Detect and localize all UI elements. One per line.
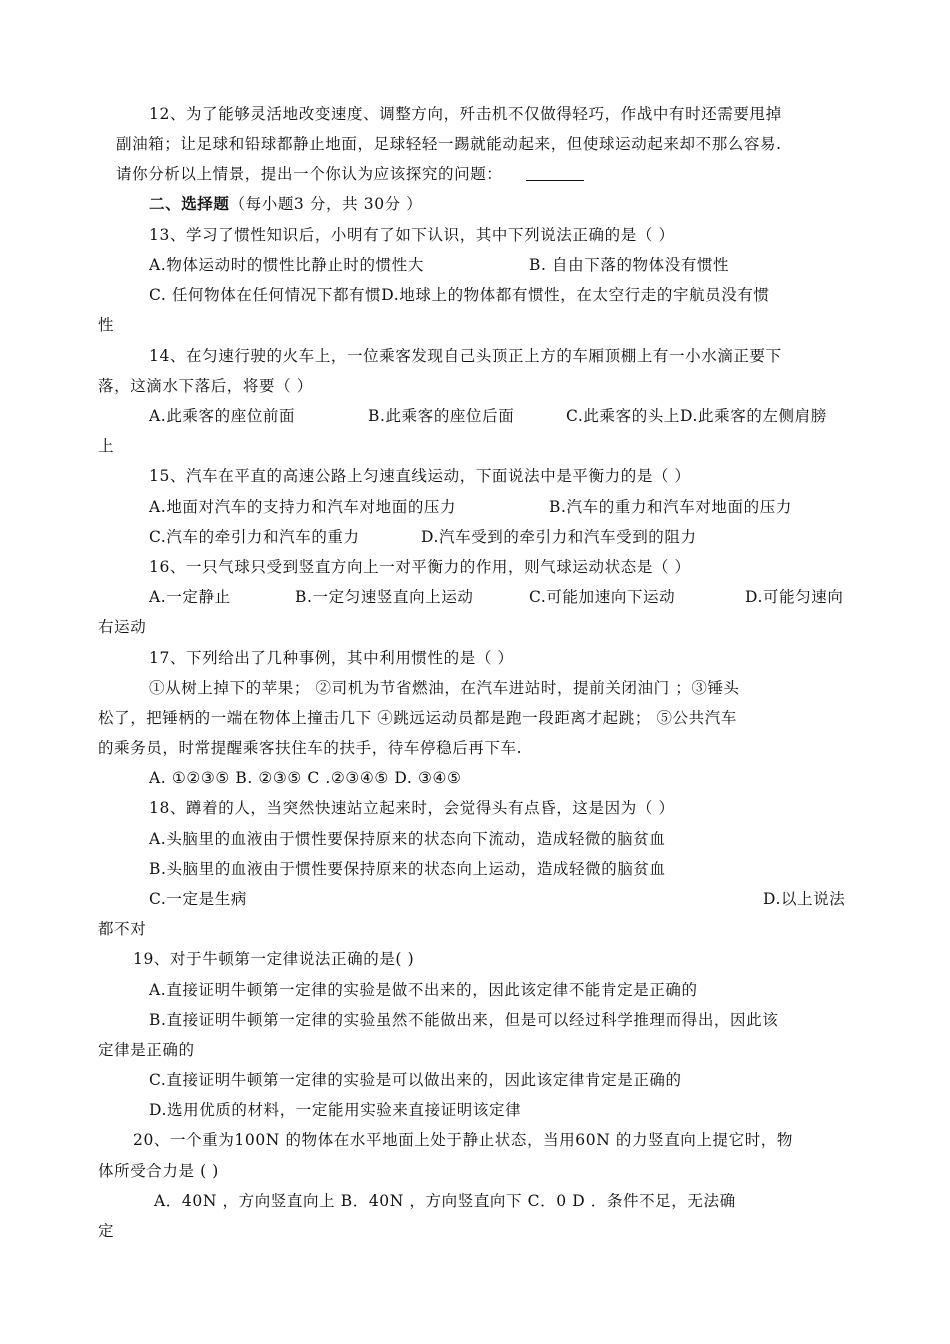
q20-options: A．40N ，方向竖直向上 B．40N ，方向竖直向下 C．0 D ．条件不足，无法确: [154, 1192, 736, 1210]
q17-options: A. ①②③⑤ B. ②③⑤ C .②③④⑤ D. ③④⑤: [149, 769, 462, 787]
q18-stem: 18、蹲着的人，当突然快速站立起来时，会觉得头有点昏，这是因为（ ）: [149, 799, 675, 817]
q15-stem: 15、汽车在平直的高速公路上匀速直线运动，下面说法中是平衡力的是（ ）: [149, 467, 691, 485]
section-2-note: （每小题3 分，共 30分 ）: [229, 195, 423, 213]
q16-option-a: A.一定静止: [149, 588, 231, 606]
q14-line-2: 落，这滴水下落后，将要（ ）: [98, 377, 313, 395]
q19-option-a: A.直接证明牛顿第一定律的实验是做不出来的，因此该定律不能肯定是正确的: [149, 981, 698, 999]
q17-stem: 17、下列给出了几种事例，其中利用惯性的是（ ）: [149, 649, 514, 667]
q14-option-cd: C.此乘客的头上D.此乘客的左侧肩膀: [566, 407, 827, 425]
q19-option-b: B.直接证明牛顿第一定律的实验虽然不能做出来，但是可以经过科学推理而得出，因此该: [149, 1011, 779, 1029]
q16-option-b: B.一定匀速竖直向上运动: [295, 588, 474, 606]
q14-option-b: B.此乘客的座位后面: [368, 407, 515, 425]
q12-line-2: 副油箱；让足球和铅球都静止地面，足球轻轻一踢就能动起来，但使球运动起来却不那么容易.: [116, 135, 782, 153]
q19-option-b-continuation: 定律是正确的: [98, 1041, 195, 1059]
q14-option-a: A.此乘客的座位前面: [149, 407, 296, 425]
q14-line-1: 14、在匀速行驶的火车上，一位乘客发现自己头顶正上方的车厢顶棚上有一小水滴正要下: [149, 347, 782, 365]
q20-line-1: 20、一个重为100N 的物体在水平地面上处于静止状态，当用60N 的力竖直向上提它时，物: [133, 1131, 794, 1149]
q16-continuation: 右运动: [98, 618, 147, 636]
answer-blank: [526, 164, 584, 181]
q18-option-a: A.头脑里的血液由于惯性要保持原来的状态向下流动，造成轻微的脑贫血: [149, 830, 666, 848]
q13-option-b: B. 自由下落的物体没有惯性: [529, 256, 730, 274]
q18-option-c: C.一定是生病: [149, 890, 247, 908]
q16-stem: 16、一只气球只受到竖直方向上一对平衡力的作用，则气球运动状态是（ ）: [149, 558, 691, 576]
q16-option-d: D.可能匀速向: [745, 588, 844, 606]
q15-option-c: C.汽车的牵引力和汽车的重力: [149, 528, 360, 546]
q15-option-a: A.地面对汽车的支持力和汽车对地面的压力: [149, 498, 457, 516]
q17-line-2: 松了，把锤柄的一端在物体上撞击几下 ④跳远运动员都是跑一段距离才起跳； ⑤公共汽车: [98, 709, 737, 727]
q12-line-3-text: 请你分析以上情景，提出一个你认为应该探究的问题：: [116, 165, 503, 183]
q20-line-2: 体所受合力是 ( ): [98, 1162, 219, 1180]
q13-stem: 13、学习了惯性知识后，小明有了如下认识，其中下列说法正确的是（ ）: [149, 226, 675, 244]
q19-stem: 19、对于牛顿第一定律说法正确的是( ): [133, 950, 415, 968]
q13-option-a: A.物体运动时的惯性比静止时的惯性大: [149, 256, 424, 274]
q12-line-1: 12、为了能够灵活地改变速度、调整方向，歼击机不仅做得轻巧，作战中有时还需要甩掉: [149, 105, 782, 123]
q16-option-c: C.可能加速向下运动: [529, 588, 676, 606]
q18-option-b: B.头脑里的血液由于惯性要保持原来的状态向上运动，造成轻微的脑贫血: [149, 860, 666, 878]
q18-continuation: 都不对: [98, 920, 147, 938]
q18-option-d: D.以上说法: [763, 890, 846, 908]
section-2-title: 二、选择题: [149, 194, 230, 213]
q15-option-b: B.汽车的重力和汽车对地面的压力: [549, 498, 792, 516]
q19-option-d: D.选用优质的材料，一定能用实验来直接证明该定律: [149, 1101, 522, 1119]
q13-option-cd: C. 任何物体在任何情况下都有惯D.地球上的物体都有惯性，在太空行走的宇航员没有惯: [149, 286, 770, 304]
q17-line-1: ①从树上掉下的苹果； ②司机为节省燃油，在汽车进站时，提前关闭油门 ；③锤头: [149, 679, 740, 697]
q17-line-3: 的乘务员，时常提醒乘客扶住车的扶手，待车停稳后再下车.: [98, 739, 523, 757]
section-2-heading: [149, 194, 422, 214]
q19-option-c: C.直接证明牛顿第一定律的实验是可以做出来的，因此该定律肯定是正确的: [149, 1071, 682, 1089]
q20-continuation: 定: [98, 1222, 115, 1240]
q14-continuation: 上: [98, 437, 115, 455]
q13-continuation: 性: [98, 316, 115, 334]
q15-option-d: D.汽车受到的牵引力和汽车受到的阻力: [421, 528, 697, 546]
q12-line-3: [116, 164, 584, 184]
